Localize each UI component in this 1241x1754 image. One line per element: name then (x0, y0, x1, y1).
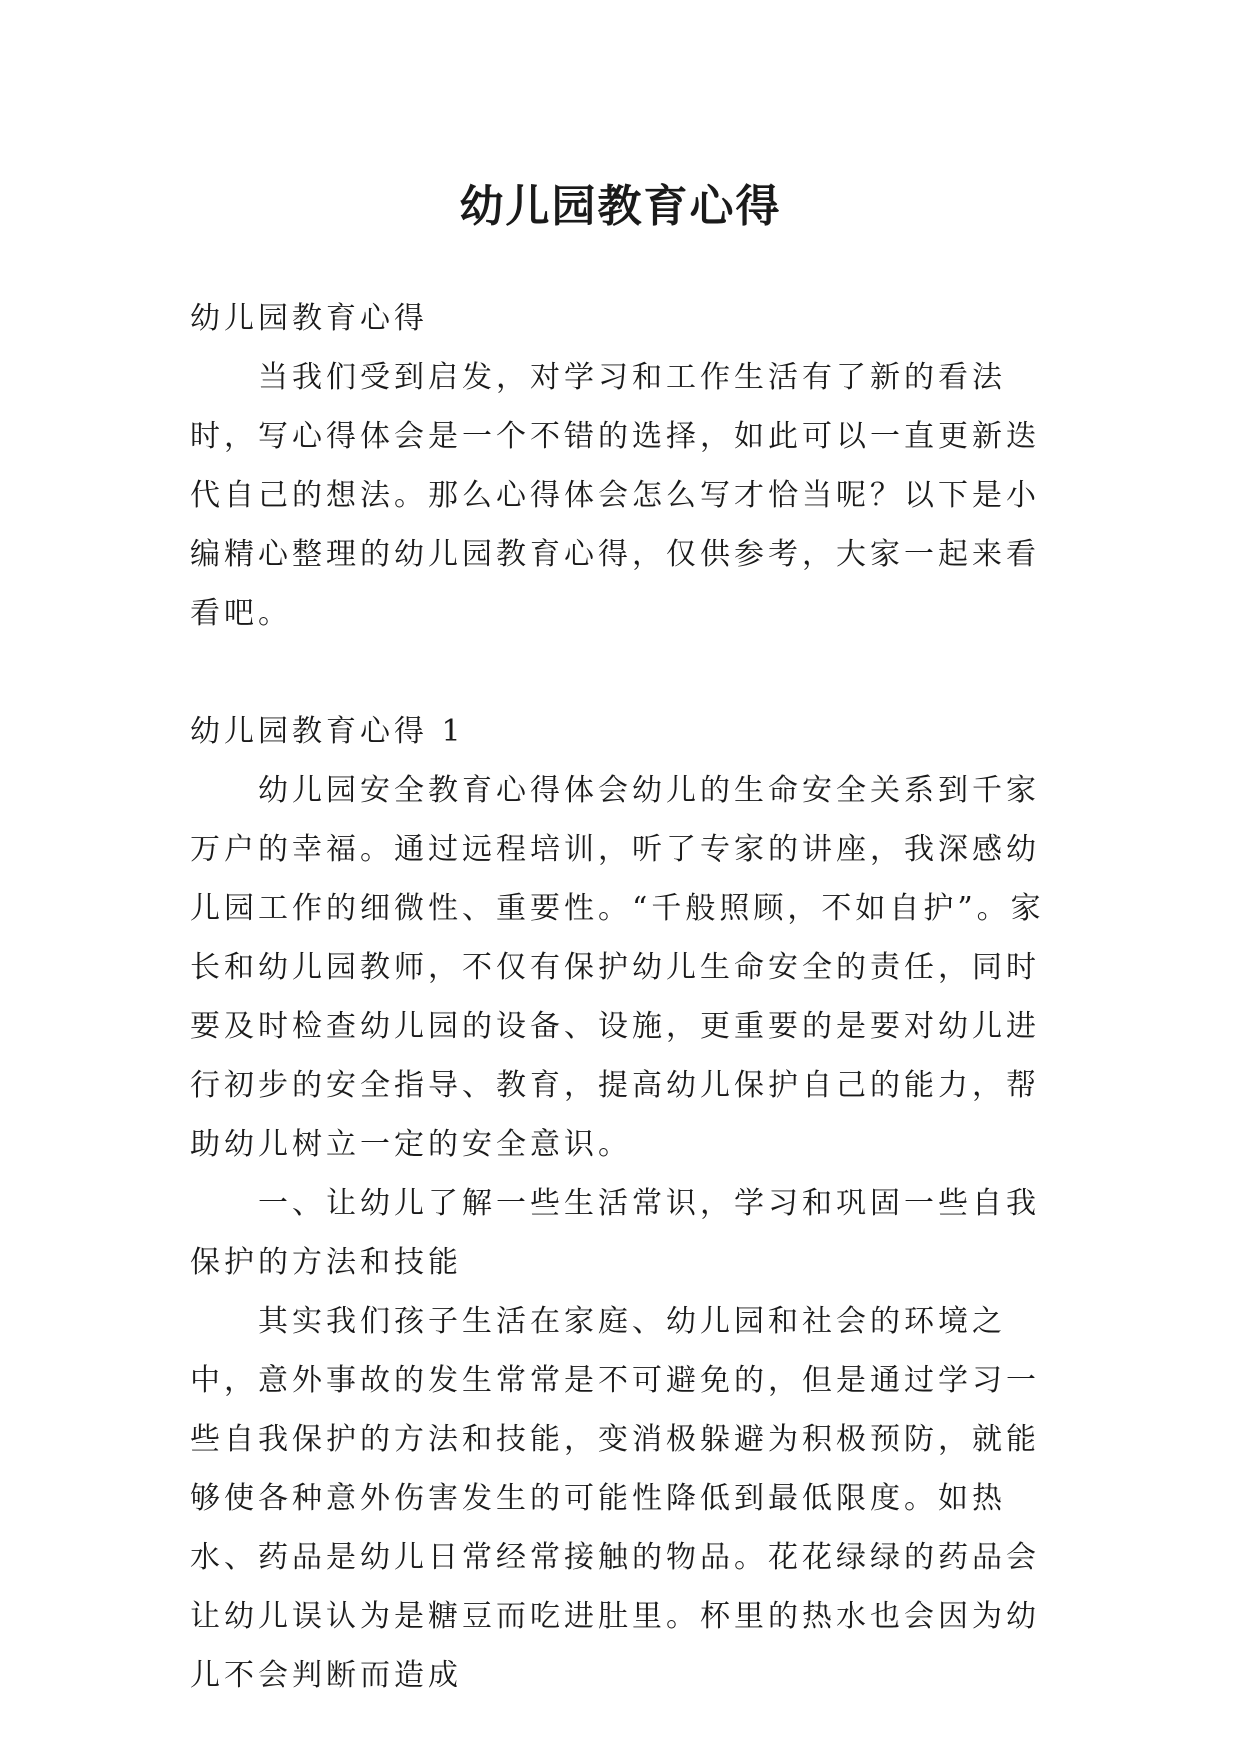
document-title: 幼儿园教育心得 (459, 181, 782, 233)
body-paragraph: 一、让幼儿了解一些生活常识，学习和巩固一些自我保护的方法和技能 (190, 1186, 1040, 1280)
intro-paragraph: 当我们受到启发，对学习和工作生活有了新的看法时，写心得体会是一个不错的选择，如此可以一直更新迭代自己的想法。那么心得体会怎么写才恰当呢？以下是小编精心整理的幼儿园教育心得，仅供参考，大家一起来看看吧。 (190, 360, 1040, 631)
section-spacer (190, 643, 1070, 702)
document-body (190, 289, 1070, 1705)
subtitle: 幼儿园教育心得 (190, 301, 428, 336)
body-paragraph: 幼儿园安全教育心得体会幼儿的生命安全关系到千家万户的幸福。通过远程培训，听了专家的讲座，我深感幼儿园工作的细微性、重要性。“千般照顾，不如自护”。家长和幼儿园教师，不仅有保护幼儿生命安全的责任，同时要及时检查幼儿园的设备、设施，更重要的是要对幼儿进行初步的安全指导、教育，提高幼儿保护自己的能力，帮助幼儿树立一定的安全意识。 (190, 773, 1045, 1162)
body-paragraph: 其实我们孩子生活在家庭、幼儿园和社会的环境之中，意外事故的发生常常是不可避免的，但是通过学习一些自我保护的方法和技能，变消极躲避为积极预防，就能够使各种意外伤害发生的可能性降低到最低限度。如热水、药品是幼儿日常经常接触的物品。花花绿绿的药品会让幼儿误认为是糖豆而吃进肚里。杯里的热水也会因为幼儿不会判断而造成 (190, 1304, 1040, 1693)
section-heading: 幼儿园教育心得 1 (190, 714, 465, 749)
